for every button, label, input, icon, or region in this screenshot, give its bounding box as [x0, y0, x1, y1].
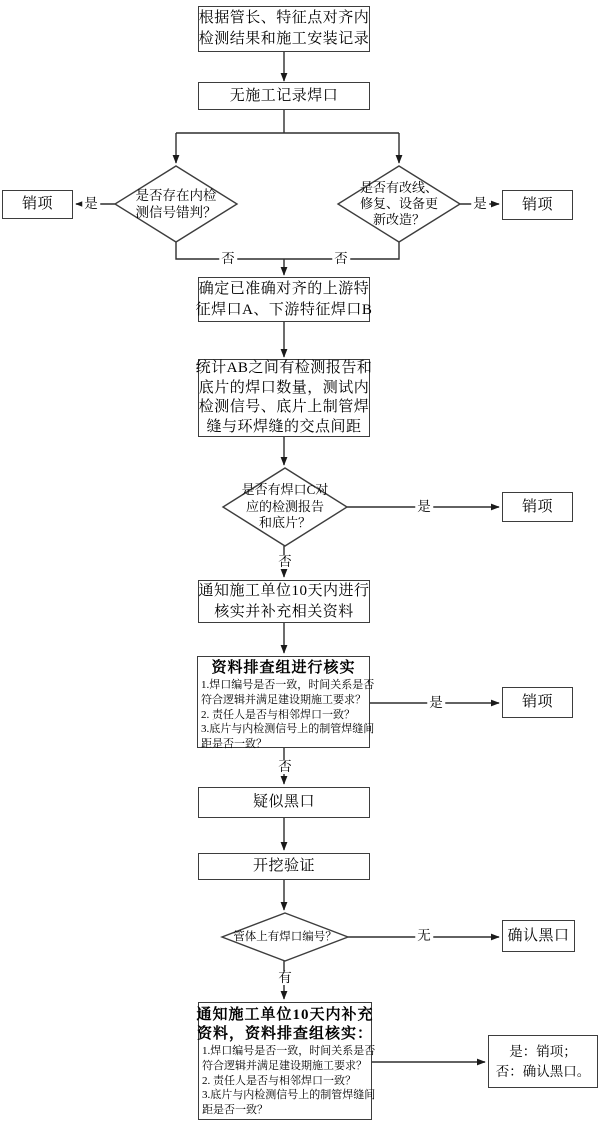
node-final-result [488, 1035, 598, 1088]
node-no-record-weld [198, 82, 370, 110]
supplement-checklist [199, 1044, 376, 1118]
edge-label-none-number: 无 [417, 928, 431, 943]
text-line: 核实并补充相关资料 [214, 603, 354, 620]
text-line: 缝与环焊缝的交点间距 [206, 418, 362, 435]
notify-supplement-title: 资料，资料排查组核实： [197, 1026, 374, 1042]
text-line: 确定已准确对齐的上游特 [198, 280, 370, 297]
text-line: 根据管长、特征点对齐内 [198, 10, 370, 26]
text-line: 3.底片与内检测信号上的制管焊缝间 [202, 1089, 376, 1102]
node-start [198, 6, 370, 52]
text-line: 开挖验证 [252, 858, 315, 874]
text-line: 测信号错判？ [135, 205, 217, 220]
edge-label-yes-left: 是 [84, 196, 98, 211]
edge-label-yes-weldc: 是 [417, 499, 431, 514]
node-xiaoxiang-verify [502, 687, 573, 718]
text-line: 销项 [521, 196, 553, 213]
node-stats-welds [195, 359, 373, 437]
text-line: 销项 [521, 694, 553, 710]
node-xiaoxiang-right [502, 190, 573, 220]
text-line: 符合逻辑并满足建设期施工要求？ [201, 693, 366, 706]
decision-reroute [339, 166, 459, 242]
edge-label-yes-verify: 是 [429, 695, 443, 710]
node-excavation-verify [198, 853, 370, 880]
text-line: 2. 责任人是否与相邻焊口一致？ [202, 1074, 356, 1087]
text-line: 疑似黑口 [252, 794, 315, 810]
text-line: 无施工记录焊口 [229, 87, 339, 104]
edge-label-no-weldc: 否 [278, 554, 292, 569]
text-line: 距是否一致？ [202, 1104, 268, 1117]
text-line: 销项 [521, 498, 553, 515]
node-xiaoxiang-left [2, 190, 73, 219]
text-line: 否：确认黑口。 [495, 1063, 591, 1079]
text-line: 和底片？ [258, 515, 311, 531]
node-verify-group [197, 656, 375, 751]
node-xiaoxiang-c [502, 492, 573, 522]
text-line: 通知施工单位10天内进行 [198, 582, 370, 599]
decision-weld-c-report [224, 469, 346, 545]
text-line: 符合逻辑并满足建设期施工要求？ [202, 1059, 367, 1072]
node-align-welds [195, 277, 373, 322]
text-line: 3.底片与内检测信号上的制管焊缝间 [201, 723, 375, 736]
verify-checklist [198, 678, 375, 752]
edge-label-has-number: 有 [278, 970, 292, 985]
edge-label-yes-right: 是 [473, 196, 487, 211]
node-notify-supplement [196, 1002, 376, 1120]
text-line: 新改造？ [372, 212, 425, 227]
text-line: 距是否一致？ [201, 738, 267, 751]
text-line: 修复、设备更 [359, 196, 438, 211]
text-line: 检测结果和施工安装记录 [198, 31, 370, 47]
text-line: 是否有焊口C对 [241, 482, 329, 498]
text-line: 2. 责任人是否与相邻焊口一致？ [201, 708, 355, 721]
text-line: 底片的焊口数量，测试内 [198, 379, 370, 396]
decision-weld-number [223, 914, 347, 960]
text-line: 是否有改线、 [359, 180, 438, 195]
text-line: 管体上有焊口编号？ [233, 930, 337, 943]
decision-signal-misjudge [116, 168, 236, 240]
node-notify-10days [198, 580, 370, 623]
node-suspected-black-weld [198, 787, 370, 818]
text-line: 确认黑口 [507, 927, 570, 944]
text-line: 1.焊口编号是否一致，时间关系是否 [202, 1045, 376, 1057]
node-confirm-black-weld [502, 920, 575, 952]
text-line: 销项 [21, 196, 53, 212]
edge-label-no-right: 否 [334, 251, 348, 266]
text-line: 应的检测报告 [245, 498, 324, 514]
text-line: 检测信号、底片上制管焊 [198, 399, 370, 415]
text-line: 是否存在内检 [135, 188, 217, 203]
text-line: 统计AB之间有检测报告和 [195, 360, 373, 376]
text-line: 征焊口A、下游特征焊口B [195, 301, 373, 318]
text-line: 1.焊口编号是否一致，时间关系是否 [201, 679, 375, 691]
edge-label-no-verify: 否 [278, 759, 292, 774]
text-line: 是：销项； [509, 1043, 577, 1059]
notify-supplement-title: 通知施工单位10天内补充 [196, 1007, 374, 1023]
verify-group-title: 资料排查组进行核实 [211, 660, 356, 676]
edge-label-no-left: 否 [221, 251, 235, 266]
